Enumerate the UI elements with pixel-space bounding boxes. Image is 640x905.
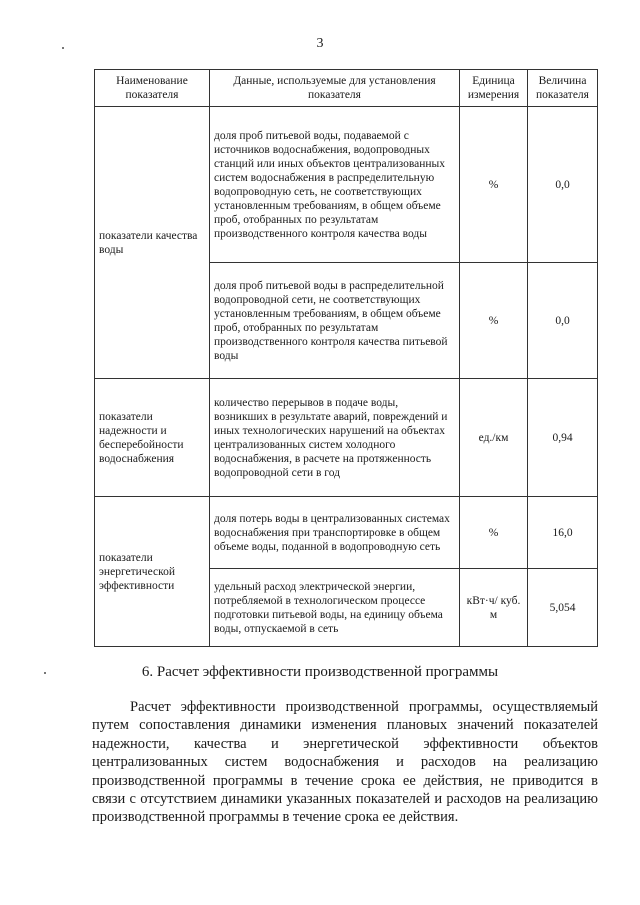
row-unit: % xyxy=(460,263,528,379)
page-number: 3 xyxy=(316,36,324,51)
header-source-data: Данные, используемые для установления показателя xyxy=(210,70,460,107)
table-row xyxy=(95,379,598,497)
row-description: удельный расход электрической энергии, потребляемой в технологическом процессе подготовки питьевой воды, на единицу объема воды, отпускаемой в сеть xyxy=(210,569,460,647)
header-value: Величина показателя xyxy=(528,70,598,107)
table-row xyxy=(95,497,598,569)
row-value: 16,0 xyxy=(528,497,598,569)
scan-speck xyxy=(44,672,46,674)
row-unit: ед./км xyxy=(460,379,528,497)
row-value: 0,94 xyxy=(528,379,598,497)
body-paragraph: Расчет эффективности производственной программы, осуществляемый путем сопоставления динамики изменения плановых значений показателей надежности, качества и энергетической эффективности объектов централизованных систем водоснабжения и расходов на реализацию производственной программы в течение срока ее действия, не приводится в связи с отсутствием динамики указанных показателей и расходов на реализацию производственной программы в течение срока ее действия. xyxy=(92,699,598,826)
header-indicator-name: Наименование показателя xyxy=(95,70,210,107)
group-water-quality: показатели качества воды xyxy=(95,107,210,379)
row-unit: кВт·ч/ куб. м xyxy=(460,569,528,647)
indicators-table xyxy=(94,69,598,647)
scan-speck xyxy=(62,47,64,49)
row-description: доля потерь воды в централизованных системах водоснабжения при транспортировке в общем объеме воды, поданной в водопроводную сеть xyxy=(210,497,460,569)
group-energy-efficiency: показатели энергетической эффективности xyxy=(95,497,210,647)
table-row xyxy=(95,107,598,263)
row-value: 5,054 xyxy=(528,569,598,647)
row-description: количество перерывов в подаче воды, возникших в результате аварий, повреждений и иных технологических нарушений на объектах централизованных систем холодного водоснабжения, в расчете на протяженность водопроводной сети в год xyxy=(210,379,460,497)
table-header-row xyxy=(95,70,598,107)
header-unit: Единица измерения xyxy=(460,70,528,107)
group-reliability: показатели надежности и бесперебойности водоснабжения xyxy=(95,379,210,497)
row-unit: % xyxy=(460,497,528,569)
section-heading: 6. Расчет эффективности производственной программы xyxy=(141,664,499,680)
row-value: 0,0 xyxy=(528,107,598,263)
row-description: доля проб питьевой воды, подаваемой с источников водоснабжения, водопроводных станций или иных объектов централизованных систем водоснабжения в распределительную водопроводную сеть, не соответствующих установленным требованиям, в общем объеме проб, отобранных по результатам производственного контроля качества воды xyxy=(210,107,460,263)
row-value: 0,0 xyxy=(528,263,598,379)
row-unit: % xyxy=(460,107,528,263)
row-description: доля проб питьевой воды в распределительной водопроводной сети, не соответствующих установленным требованиям, в общем объеме проб, отобранных по результатам производственного контроля качества питьевой воды xyxy=(210,263,460,379)
